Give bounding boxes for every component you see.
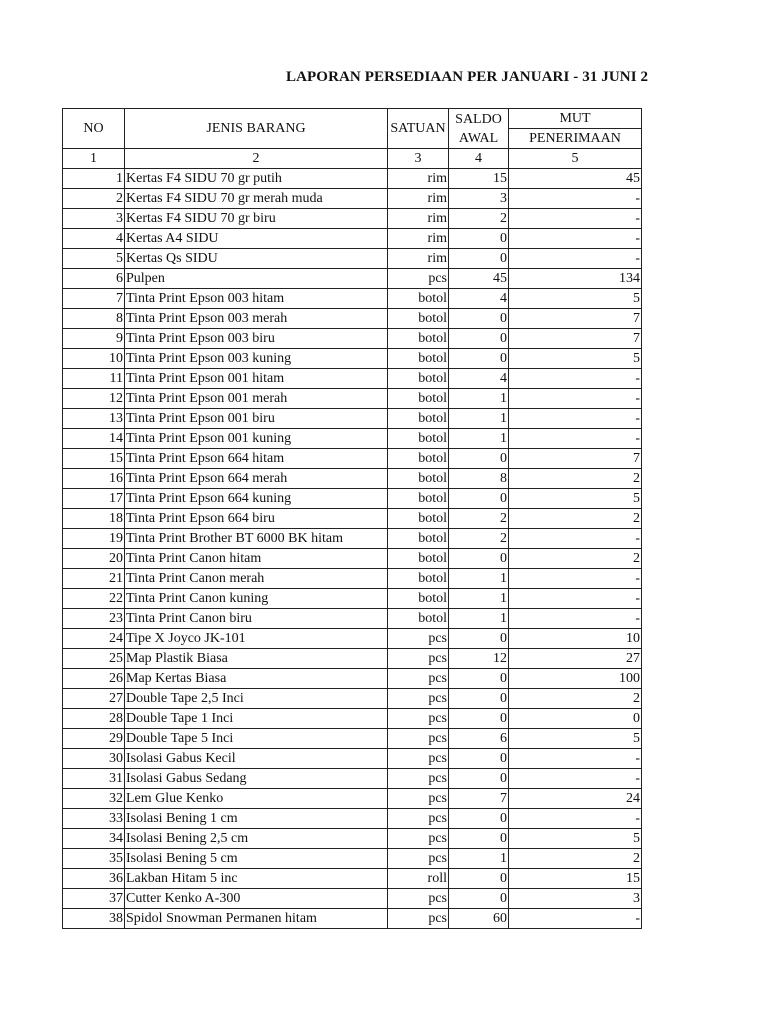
row-number: 7 — [63, 289, 125, 309]
item-unit: roll — [388, 869, 449, 889]
penerimaan-value: - — [509, 589, 642, 609]
header-saldo-line2: AWAL — [458, 130, 499, 146]
penerimaan-value: - — [509, 749, 642, 769]
row-number: 35 — [63, 849, 125, 869]
penerimaan-value: 2 — [509, 849, 642, 869]
column-number: 2 — [125, 149, 388, 169]
penerimaan-value: 27 — [509, 649, 642, 669]
penerimaan-value: - — [509, 609, 642, 629]
item-unit: pcs — [388, 829, 449, 849]
penerimaan-value: 3 — [509, 889, 642, 909]
table-row — [63, 429, 642, 449]
saldo-awal-value: 6 — [449, 729, 509, 749]
table-row — [63, 309, 642, 329]
saldo-awal-value: 0 — [449, 629, 509, 649]
table-row — [63, 769, 642, 789]
item-name: Isolasi Bening 2,5 cm — [125, 829, 388, 849]
saldo-awal-value: 0 — [449, 669, 509, 689]
saldo-awal-value: 1 — [449, 609, 509, 629]
saldo-awal-value: 0 — [449, 769, 509, 789]
header-mutasi: MUT — [509, 109, 642, 129]
item-unit: pcs — [388, 669, 449, 689]
table-row — [63, 749, 642, 769]
saldo-awal-value: 45 — [449, 269, 509, 289]
row-number: 17 — [63, 489, 125, 509]
item-unit: botol — [388, 389, 449, 409]
item-unit: pcs — [388, 889, 449, 909]
table-row — [63, 209, 642, 229]
item-name: Cutter Kenko A-300 — [125, 889, 388, 909]
row-number: 15 — [63, 449, 125, 469]
item-name: Tinta Print Epson 001 merah — [125, 389, 388, 409]
penerimaan-value: 134 — [509, 269, 642, 289]
saldo-awal-value: 1 — [449, 569, 509, 589]
saldo-awal-value: 2 — [449, 209, 509, 229]
item-unit: botol — [388, 409, 449, 429]
row-number: 9 — [63, 329, 125, 349]
penerimaan-value: 2 — [509, 549, 642, 569]
row-number: 19 — [63, 529, 125, 549]
row-number: 4 — [63, 229, 125, 249]
table-row — [63, 529, 642, 549]
table-row — [63, 389, 642, 409]
penerimaan-value: - — [509, 369, 642, 389]
item-name: Isolasi Gabus Sedang — [125, 769, 388, 789]
saldo-awal-value: 0 — [449, 869, 509, 889]
penerimaan-value: 5 — [509, 729, 642, 749]
penerimaan-value: - — [509, 909, 642, 929]
item-name: Isolasi Gabus Kecil — [125, 749, 388, 769]
item-unit: pcs — [388, 909, 449, 929]
row-number: 11 — [63, 369, 125, 389]
item-unit: botol — [388, 469, 449, 489]
item-name: Kertas F4 SIDU 70 gr putih — [125, 169, 388, 189]
saldo-awal-value: 0 — [449, 309, 509, 329]
item-name: Tinta Print Brother BT 6000 BK hitam — [125, 529, 388, 549]
penerimaan-value: - — [509, 409, 642, 429]
item-name: Tinta Print Epson 001 hitam — [125, 369, 388, 389]
penerimaan-value: 15 — [509, 869, 642, 889]
saldo-awal-value: 1 — [449, 429, 509, 449]
table-row — [63, 349, 642, 369]
item-name: Kertas F4 SIDU 70 gr biru — [125, 209, 388, 229]
item-name: Double Tape 2,5 Inci — [125, 689, 388, 709]
item-unit: botol — [388, 369, 449, 389]
item-name: Isolasi Bening 5 cm — [125, 849, 388, 869]
item-name: Tipe X Joyco JK-101 — [125, 629, 388, 649]
column-number: 5 — [509, 149, 642, 169]
table-row — [63, 809, 642, 829]
saldo-awal-value: 0 — [449, 349, 509, 369]
saldo-awal-value: 0 — [449, 809, 509, 829]
item-unit: botol — [388, 509, 449, 529]
penerimaan-value: - — [509, 569, 642, 589]
table-row — [63, 849, 642, 869]
table-row — [63, 569, 642, 589]
item-unit: botol — [388, 449, 449, 469]
saldo-awal-value: 0 — [449, 889, 509, 909]
penerimaan-value: 7 — [509, 449, 642, 469]
item-name: Tinta Print Epson 003 merah — [125, 309, 388, 329]
item-name: Kertas A4 SIDU — [125, 229, 388, 249]
item-unit: botol — [388, 429, 449, 449]
saldo-awal-value: 0 — [449, 249, 509, 269]
table-row — [63, 649, 642, 669]
saldo-awal-value: 1 — [449, 409, 509, 429]
item-name: Tinta Print Epson 664 kuning — [125, 489, 388, 509]
item-unit: pcs — [388, 689, 449, 709]
item-unit: rim — [388, 189, 449, 209]
saldo-awal-value: 2 — [449, 529, 509, 549]
table-row — [63, 469, 642, 489]
penerimaan-value: 5 — [509, 489, 642, 509]
item-name: Tinta Print Canon kuning — [125, 589, 388, 609]
item-unit: botol — [388, 289, 449, 309]
header-penerimaan: PENERIMAAN — [509, 129, 642, 149]
table-row — [63, 229, 642, 249]
table-row — [63, 289, 642, 309]
penerimaan-value: 5 — [509, 349, 642, 369]
row-number: 29 — [63, 729, 125, 749]
saldo-awal-value: 1 — [449, 849, 509, 869]
row-number: 10 — [63, 349, 125, 369]
column-number: 3 — [388, 149, 449, 169]
saldo-awal-value: 0 — [449, 709, 509, 729]
header-saldo-line1: SALDO — [455, 111, 502, 127]
item-name: Map Plastik Biasa — [125, 649, 388, 669]
item-unit: rim — [388, 249, 449, 269]
item-name: Tinta Print Epson 664 hitam — [125, 449, 388, 469]
item-name: Double Tape 1 Inci — [125, 709, 388, 729]
item-unit: botol — [388, 349, 449, 369]
item-name: Lakban Hitam 5 inc — [125, 869, 388, 889]
row-number: 25 — [63, 649, 125, 669]
saldo-awal-value: 0 — [449, 229, 509, 249]
table-row — [63, 869, 642, 889]
penerimaan-value: 7 — [509, 309, 642, 329]
saldo-awal-value: 0 — [449, 749, 509, 769]
saldo-awal-value: 1 — [449, 389, 509, 409]
table-row — [63, 409, 642, 429]
table-row — [63, 829, 642, 849]
table-row — [63, 549, 642, 569]
row-number: 12 — [63, 389, 125, 409]
row-number: 31 — [63, 769, 125, 789]
penerimaan-value: - — [509, 389, 642, 409]
item-unit: pcs — [388, 709, 449, 729]
penerimaan-value: 5 — [509, 289, 642, 309]
item-unit: botol — [388, 309, 449, 329]
penerimaan-value: 2 — [509, 509, 642, 529]
header-saldo-awal — [449, 109, 509, 149]
row-number: 14 — [63, 429, 125, 449]
penerimaan-value: 100 — [509, 669, 642, 689]
penerimaan-value: 10 — [509, 629, 642, 649]
row-number: 20 — [63, 549, 125, 569]
item-unit: rim — [388, 229, 449, 249]
saldo-awal-value: 8 — [449, 469, 509, 489]
item-unit: botol — [388, 529, 449, 549]
row-number: 34 — [63, 829, 125, 849]
row-number: 5 — [63, 249, 125, 269]
item-unit: pcs — [388, 269, 449, 289]
item-name: Double Tape 5 Inci — [125, 729, 388, 749]
penerimaan-value: - — [509, 809, 642, 829]
penerimaan-value: 24 — [509, 789, 642, 809]
item-unit: botol — [388, 329, 449, 349]
item-name: Isolasi Bening 1 cm — [125, 809, 388, 829]
row-number: 6 — [63, 269, 125, 289]
item-unit: rim — [388, 209, 449, 229]
table-row — [63, 889, 642, 909]
row-number: 16 — [63, 469, 125, 489]
table-row — [63, 729, 642, 749]
penerimaan-value: 2 — [509, 469, 642, 489]
header-satuan: SATUAN — [388, 109, 449, 149]
penerimaan-value: - — [509, 769, 642, 789]
table-row — [63, 909, 642, 929]
table-row — [63, 709, 642, 729]
table-row — [63, 589, 642, 609]
item-name: Tinta Print Epson 001 kuning — [125, 429, 388, 449]
item-name: Tinta Print Epson 003 hitam — [125, 289, 388, 309]
row-number: 3 — [63, 209, 125, 229]
item-name: Tinta Print Canon biru — [125, 609, 388, 629]
item-name: Kertas Qs SIDU — [125, 249, 388, 269]
column-number: 1 — [63, 149, 125, 169]
report-title: LAPORAN PERSEDIAAN PER JANUARI - 31 JUNI 2 — [286, 69, 649, 85]
header-jenis-barang: JENIS BARANG — [125, 109, 388, 149]
inventory-table — [62, 108, 642, 929]
saldo-awal-value: 0 — [449, 549, 509, 569]
row-number: 1 — [63, 169, 125, 189]
item-unit: pcs — [388, 789, 449, 809]
item-name: Spidol Snowman Permanen hitam — [125, 909, 388, 929]
item-name: Kertas F4 SIDU 70 gr merah muda — [125, 189, 388, 209]
table-row — [63, 609, 642, 629]
item-name: Pulpen — [125, 269, 388, 289]
item-name: Tinta Print Canon merah — [125, 569, 388, 589]
item-unit: botol — [388, 609, 449, 629]
item-name: Tinta Print Epson 664 merah — [125, 469, 388, 489]
table-row — [63, 789, 642, 809]
table-row — [63, 509, 642, 529]
header-no: NO — [63, 109, 125, 149]
item-unit: botol — [388, 589, 449, 609]
saldo-awal-value: 3 — [449, 189, 509, 209]
item-unit: pcs — [388, 849, 449, 869]
table-row — [63, 369, 642, 389]
row-number: 13 — [63, 409, 125, 429]
penerimaan-value: 45 — [509, 169, 642, 189]
item-name: Tinta Print Epson 003 biru — [125, 329, 388, 349]
item-unit: pcs — [388, 809, 449, 829]
penerimaan-value: - — [509, 209, 642, 229]
saldo-awal-value: 4 — [449, 289, 509, 309]
row-number: 38 — [63, 909, 125, 929]
row-number: 24 — [63, 629, 125, 649]
row-number: 8 — [63, 309, 125, 329]
column-number: 4 — [449, 149, 509, 169]
penerimaan-value: - — [509, 229, 642, 249]
penerimaan-value: 5 — [509, 829, 642, 849]
penerimaan-value: 7 — [509, 329, 642, 349]
table-row — [63, 689, 642, 709]
saldo-awal-value: 2 — [449, 509, 509, 529]
column-number-row — [63, 149, 642, 169]
penerimaan-value: 2 — [509, 689, 642, 709]
item-unit: rim — [388, 169, 449, 189]
saldo-awal-value: 4 — [449, 369, 509, 389]
saldo-awal-value: 0 — [449, 329, 509, 349]
saldo-awal-value: 0 — [449, 829, 509, 849]
table-row — [63, 489, 642, 509]
row-number: 33 — [63, 809, 125, 829]
item-unit: botol — [388, 549, 449, 569]
row-number: 30 — [63, 749, 125, 769]
table-row — [63, 669, 642, 689]
row-number: 22 — [63, 589, 125, 609]
item-name: Lem Glue Kenko — [125, 789, 388, 809]
table-row — [63, 629, 642, 649]
item-unit: pcs — [388, 629, 449, 649]
saldo-awal-value: 60 — [449, 909, 509, 929]
penerimaan-value: - — [509, 429, 642, 449]
row-number: 23 — [63, 609, 125, 629]
row-number: 32 — [63, 789, 125, 809]
saldo-awal-value: 15 — [449, 169, 509, 189]
row-number: 21 — [63, 569, 125, 589]
item-unit: pcs — [388, 649, 449, 669]
row-number: 27 — [63, 689, 125, 709]
table-row — [63, 329, 642, 349]
table-row — [63, 169, 642, 189]
saldo-awal-value: 0 — [449, 489, 509, 509]
item-name: Tinta Print Epson 664 biru — [125, 509, 388, 529]
item-unit: pcs — [388, 749, 449, 769]
item-unit: pcs — [388, 729, 449, 749]
row-number: 18 — [63, 509, 125, 529]
item-name: Tinta Print Canon hitam — [125, 549, 388, 569]
penerimaan-value: 0 — [509, 709, 642, 729]
row-number: 37 — [63, 889, 125, 909]
table-row — [63, 249, 642, 269]
item-unit: pcs — [388, 769, 449, 789]
item-unit: botol — [388, 569, 449, 589]
saldo-awal-value: 0 — [449, 449, 509, 469]
saldo-awal-value: 1 — [449, 589, 509, 609]
penerimaan-value: - — [509, 189, 642, 209]
table-row — [63, 449, 642, 469]
row-number: 36 — [63, 869, 125, 889]
penerimaan-value: - — [509, 529, 642, 549]
penerimaan-value: - — [509, 249, 642, 269]
saldo-awal-value: 7 — [449, 789, 509, 809]
table-body — [63, 169, 642, 929]
row-number: 2 — [63, 189, 125, 209]
saldo-awal-value: 0 — [449, 689, 509, 709]
item-name: Tinta Print Epson 001 biru — [125, 409, 388, 429]
table-row — [63, 189, 642, 209]
item-name: Tinta Print Epson 003 kuning — [125, 349, 388, 369]
item-unit: botol — [388, 489, 449, 509]
saldo-awal-value: 12 — [449, 649, 509, 669]
row-number: 26 — [63, 669, 125, 689]
table-row — [63, 269, 642, 289]
row-number: 28 — [63, 709, 125, 729]
item-name: Map Kertas Biasa — [125, 669, 388, 689]
